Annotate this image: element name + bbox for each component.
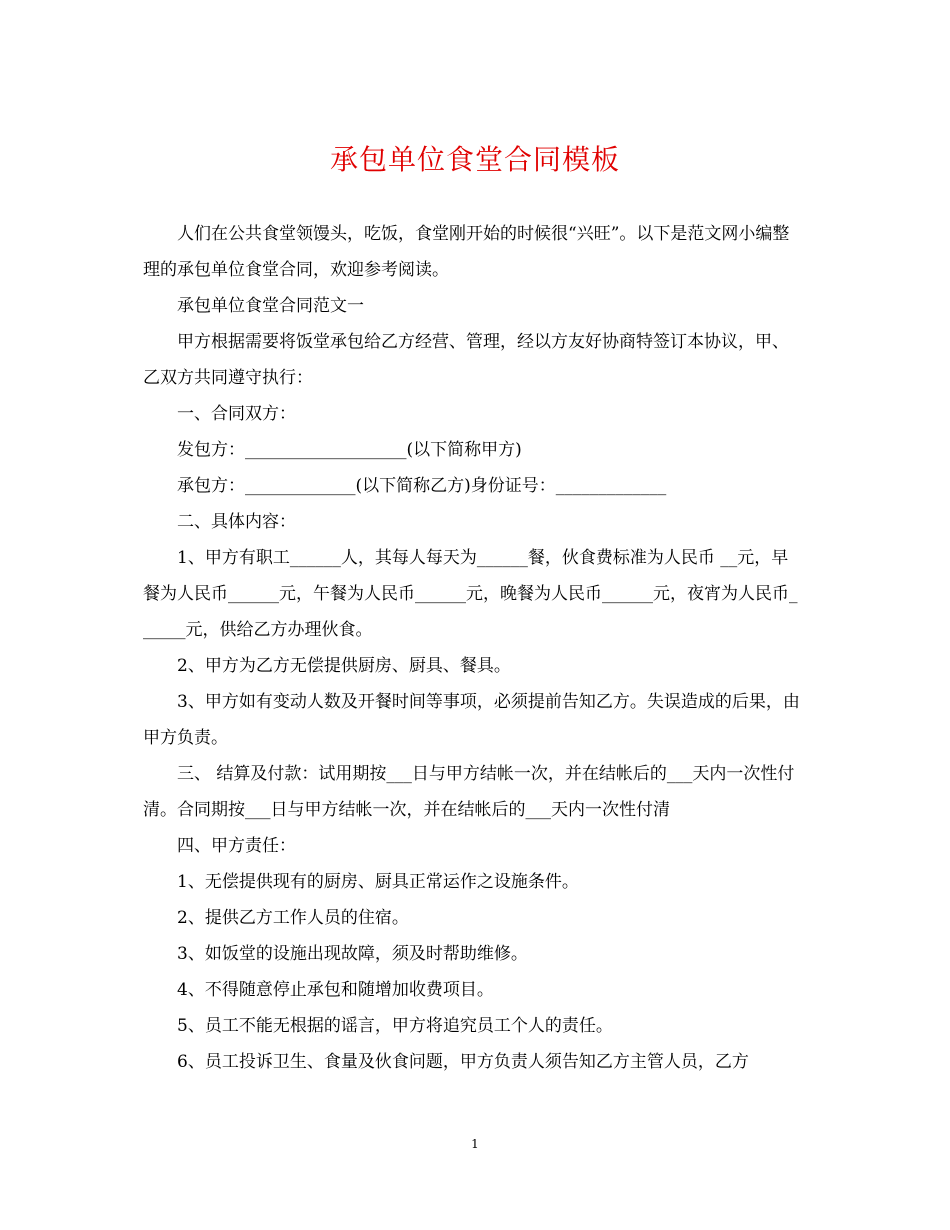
paragraph-preamble: 甲方根据需要将饭堂承包给乙方经营、管理，经以方友好协商特签订本协议，甲、乙双方共同遵守执行： bbox=[143, 332, 789, 388]
clause-content-2: 2、甲方为乙方无偿提供厨房、厨具、餐具。 bbox=[177, 656, 511, 676]
paragraph-contractor-receiver: 承包方：_____________(以下简称乙方)身份证号：_____________ bbox=[177, 476, 667, 496]
clause-duty-5: 5、员工不能无根据的谣言，甲方将追究员工个人的责任。 bbox=[177, 1016, 613, 1036]
clause-duty-1: 1、无偿提供现有的厨房、厨具正常运作之设施条件。 bbox=[177, 872, 579, 892]
clause-duty-3: 3、如饭堂的设施出现故障，须及时帮助维修。 bbox=[177, 944, 528, 964]
clause-content-3: 3、甲方如有变动人数及开餐时间等事项，必须提前告知乙方。失误造成的后果，由甲方负责。 bbox=[143, 692, 800, 748]
document-title: 承包单位食堂合同模板 bbox=[329, 143, 620, 176]
clause-content-1: 1、甲方有职工______人，其每人每天为______餐，伙食费标准为人民币 __元，早餐为人民币______元，午餐为人民币______元，晚餐为人民币______元，夜宵为人民币______元，供给乙方办理伙食。 bbox=[143, 548, 798, 640]
paragraph-contractor-issuer: 发包方：___________________(以下简称甲方) bbox=[177, 440, 522, 460]
section-heading-party-a-duties: 四、甲方责任： bbox=[177, 836, 296, 856]
page-number: 1 bbox=[471, 1137, 479, 1151]
paragraph-heading-sample-one: 承包单位食堂合同范文一 bbox=[177, 296, 364, 316]
document-body bbox=[143, 216, 805, 1080]
clause-duty-6: 6、员工投诉卫生、食量及伙食问题，甲方负责人须告知乙方主管人员，乙方 bbox=[177, 1052, 749, 1072]
section-heading-parties: 一、合同双方： bbox=[177, 404, 296, 424]
section-settlement: 三、 结算及付款：试用期按___日与甲方结帐一次，并在结帐后的___天内一次性付清。合同期按___日与甲方结帐一次，并在结帐后的___天内一次性付清 bbox=[143, 764, 795, 820]
paragraph-intro: 人们在公共食堂领馒头，吃饭，食堂刚开始的时候很“兴旺”。以下是范文网小编整理的承包单位食堂合同，欢迎参考阅读。 bbox=[143, 224, 790, 280]
clause-duty-2: 2、提供乙方工作人员的住宿。 bbox=[177, 908, 409, 928]
section-heading-content: 二、具体内容： bbox=[177, 512, 296, 532]
clause-duty-4: 4、不得随意停止承包和随增加收费项目。 bbox=[177, 980, 494, 1000]
